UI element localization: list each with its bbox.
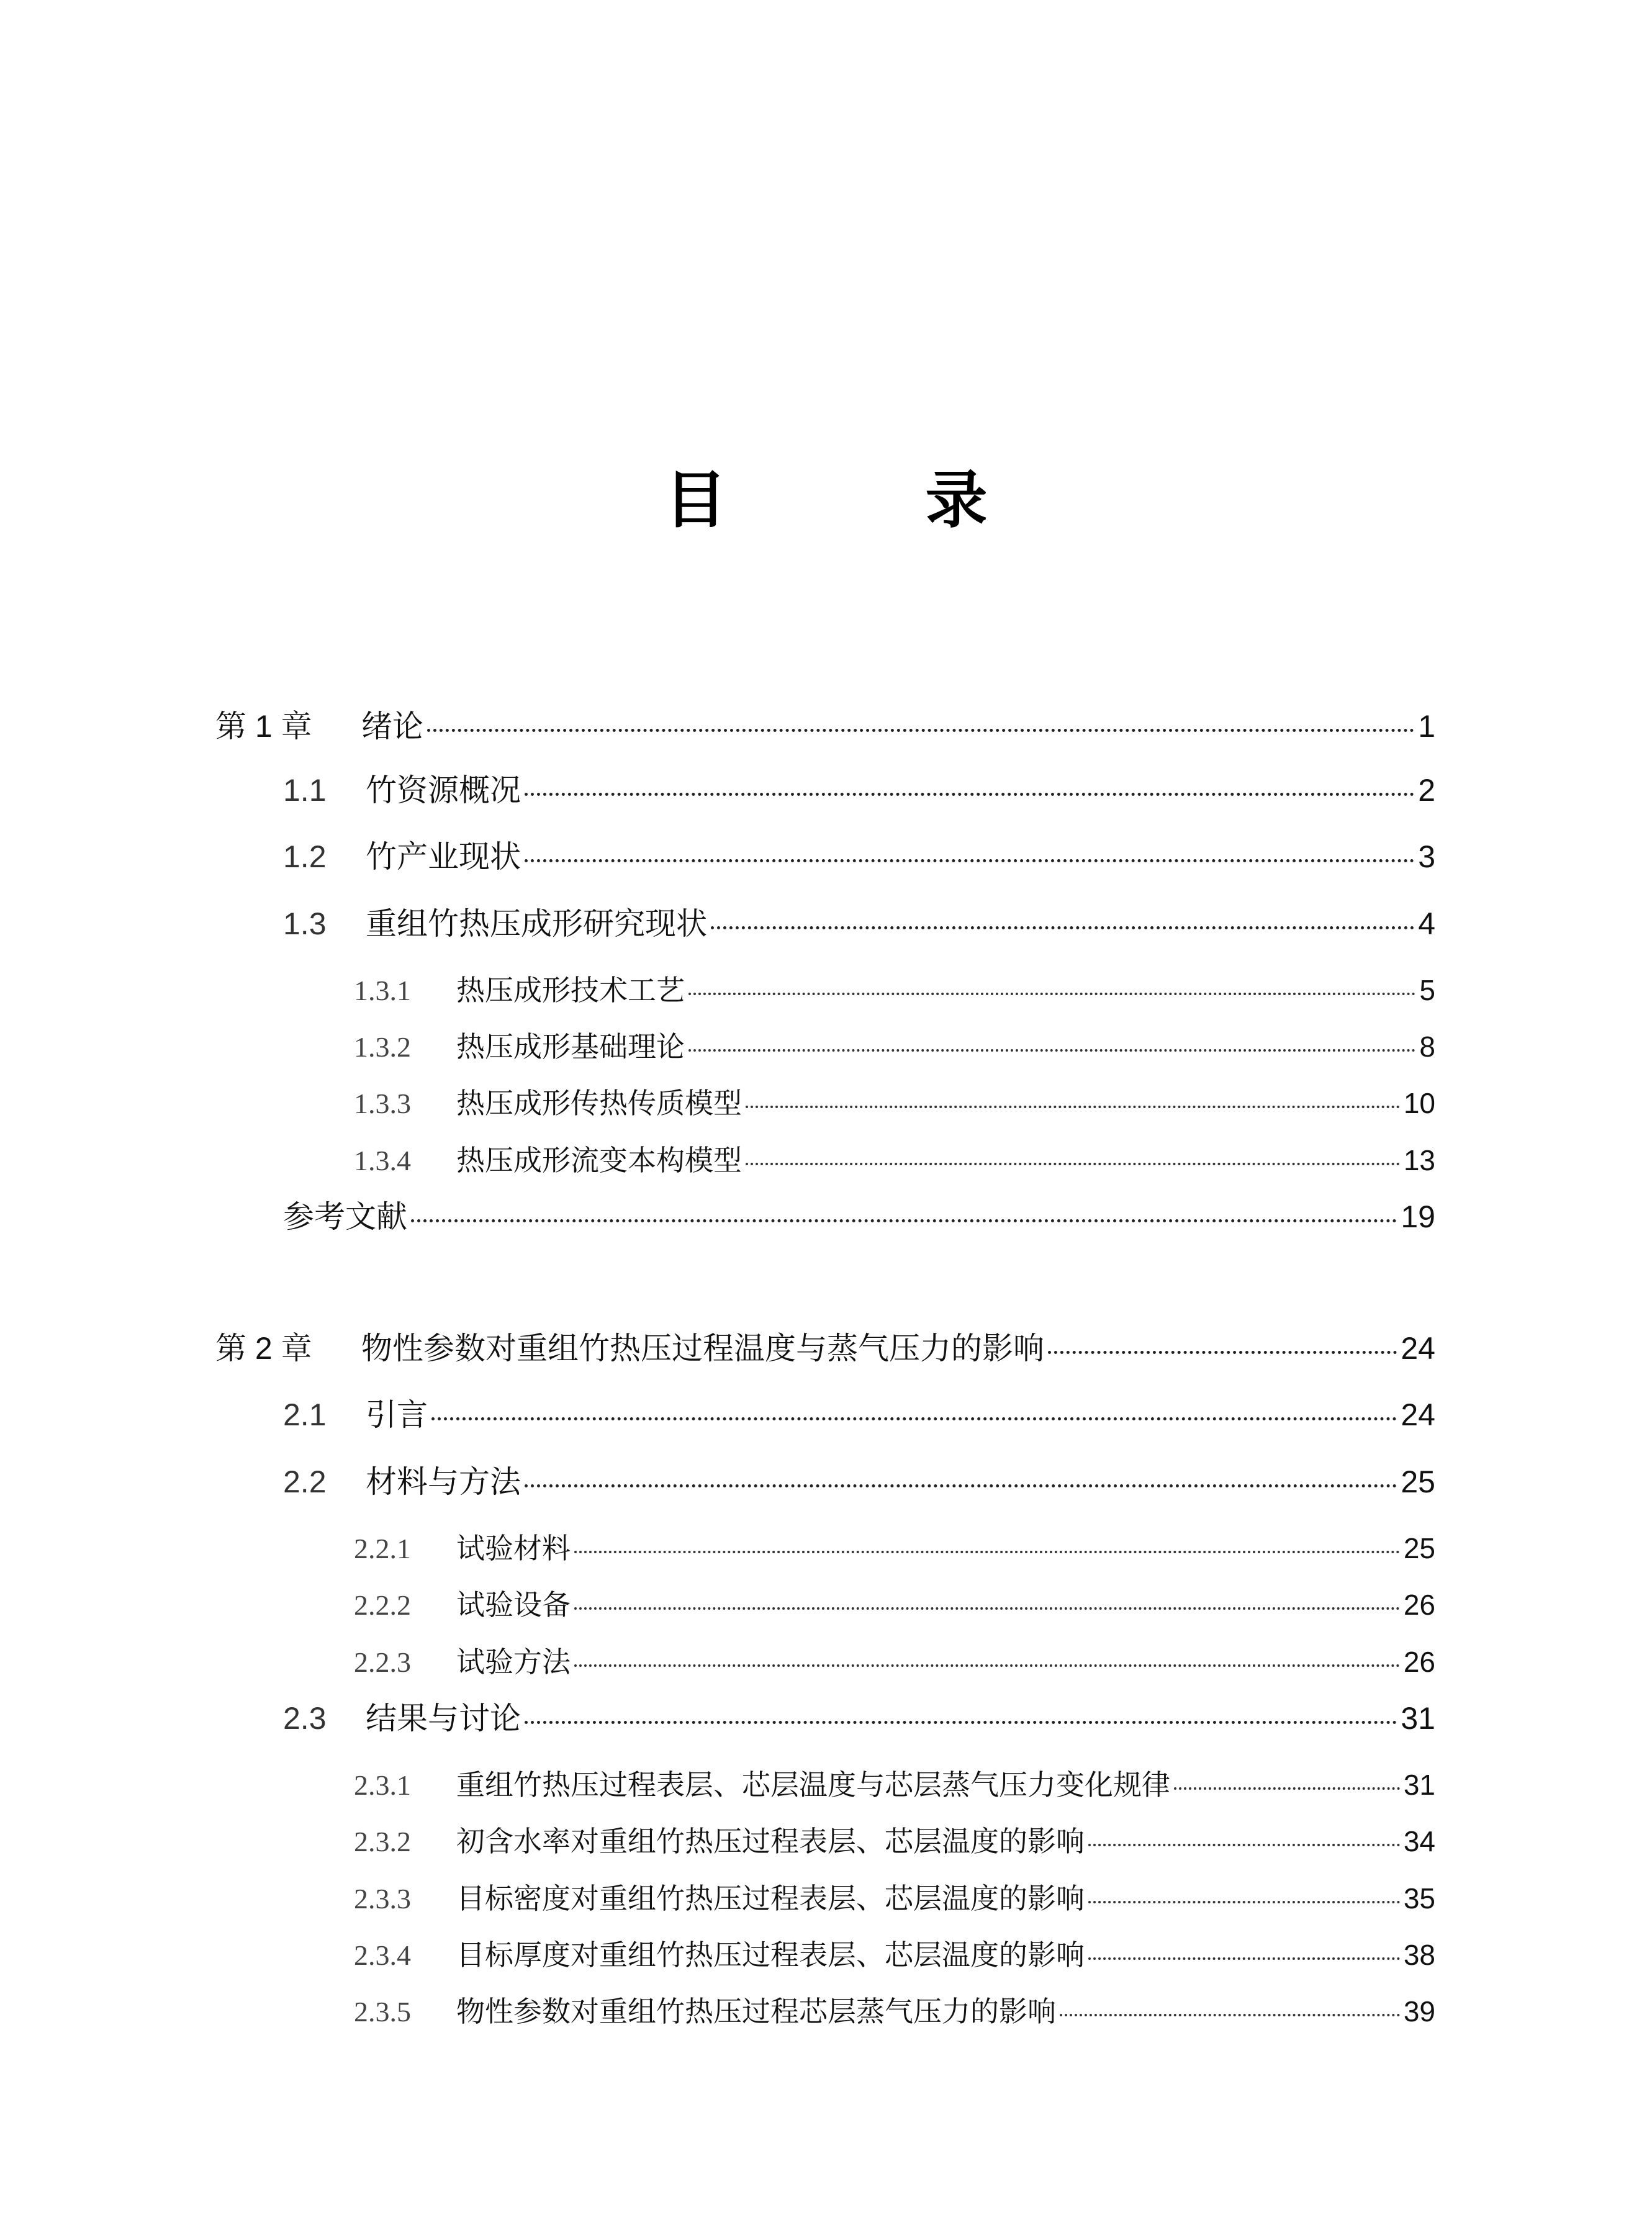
toc-entry[interactable] xyxy=(354,1765,1435,1805)
toc-entry-page: 19 xyxy=(1401,1199,1435,1234)
toc-entry-page: 10 xyxy=(1403,1087,1435,1119)
toc-entry-number: 2.2 xyxy=(283,1464,327,1499)
toc-entry-page: 24 xyxy=(1401,1331,1435,1366)
dot-leader xyxy=(688,993,1415,995)
toc-entry-page: 1 xyxy=(1418,709,1435,744)
toc-entry[interactable] xyxy=(215,1329,1435,1368)
toc-entry[interactable] xyxy=(354,1083,1435,1123)
dot-leader xyxy=(1174,1787,1400,1790)
toc-entry-page: 4 xyxy=(1418,906,1435,941)
toc-entry-title: 引言 xyxy=(366,1397,428,1432)
dot-leader xyxy=(525,859,1414,862)
toc-entry-title: 热压成形技术工艺 xyxy=(456,974,685,1006)
toc-entry-title: 材料与方法 xyxy=(366,1464,521,1499)
toc-entry-number: 2.3.2 xyxy=(354,1826,411,1857)
toc-entry[interactable] xyxy=(283,1395,1435,1435)
toc-entry-page: 13 xyxy=(1403,1144,1435,1176)
toc-entry[interactable] xyxy=(354,1935,1435,1975)
toc-entry-title: 重组竹热压过程表层、芯层温度与芯层蒸气压力变化规律 xyxy=(456,1769,1170,1801)
toc-entry-title: 热压成形基础理论 xyxy=(456,1031,685,1063)
toc-entry-title: 热压成形传热传质模型 xyxy=(456,1087,742,1119)
dot-leader xyxy=(574,1664,1400,1667)
toc-entry-number: 2.1 xyxy=(283,1397,327,1432)
toc-entry-title: 试验方法 xyxy=(456,1646,571,1678)
toc-entry[interactable] xyxy=(354,970,1435,1010)
dot-leader xyxy=(427,729,1414,732)
toc-entry-number: 1.3.2 xyxy=(354,1031,411,1063)
toc-entry-page: 8 xyxy=(1419,1031,1435,1063)
dot-leader xyxy=(574,1607,1400,1610)
toc-entry-title: 热压成形流变本构模型 xyxy=(456,1144,742,1176)
toc-entry-page: 5 xyxy=(1419,974,1435,1006)
toc-entry[interactable] xyxy=(354,1528,1435,1568)
toc-entry-page: 2 xyxy=(1418,773,1435,808)
dot-leader xyxy=(746,1163,1400,1165)
toc-entry-title: 重组竹热压成形研究现状 xyxy=(366,906,707,941)
dot-leader xyxy=(525,793,1414,796)
toc-entry-number: 第 1 章 xyxy=(215,709,312,744)
dot-leader xyxy=(431,1417,1397,1420)
toc-entry-page: 34 xyxy=(1403,1825,1435,1857)
toc-entry-page: 24 xyxy=(1401,1397,1435,1432)
dot-leader xyxy=(1088,1901,1400,1903)
toc-entry-page: 31 xyxy=(1403,1769,1435,1801)
dot-leader xyxy=(688,1049,1415,1052)
toc-entry-number: 2.3.1 xyxy=(354,1769,411,1801)
toc-entry[interactable] xyxy=(283,837,1435,877)
toc-entry-number: 1.3 xyxy=(283,906,327,941)
toc-entry[interactable] xyxy=(283,1698,1435,1738)
toc-entry-page: 25 xyxy=(1401,1464,1435,1499)
toc-entry-page: 26 xyxy=(1403,1646,1435,1678)
toc-entry-title: 目标厚度对重组竹热压过程表层、芯层温度的影响 xyxy=(456,1939,1085,1971)
toc-entry-page: 25 xyxy=(1403,1532,1435,1564)
dot-leader xyxy=(1060,2014,1400,2016)
toc-entry[interactable] xyxy=(215,706,1435,746)
toc-entry-title: 竹资源概况 xyxy=(366,773,521,808)
toc-entry-title: 初含水率对重组竹热压过程表层、芯层温度的影响 xyxy=(456,1825,1085,1857)
toc-entry[interactable] xyxy=(283,1462,1435,1502)
toc-entry[interactable] xyxy=(283,1197,1435,1237)
toc-entry-number: 2.3.4 xyxy=(354,1939,411,1971)
toc-entry-page: 3 xyxy=(1418,839,1435,874)
toc-entry-number: 1.1 xyxy=(283,773,327,808)
toc-entry-page: 39 xyxy=(1403,1995,1435,2028)
toc-entry-title: 物性参数对重组竹热压过程芯层蒸气压力的影响 xyxy=(456,1995,1056,2028)
dot-leader xyxy=(574,1551,1400,1553)
toc-entry-number: 1.3.1 xyxy=(354,975,411,1006)
dot-leader xyxy=(1088,1957,1400,1960)
toc-entry[interactable] xyxy=(283,770,1435,810)
toc-entry[interactable] xyxy=(354,1821,1435,1861)
toc-entry[interactable] xyxy=(354,1642,1435,1682)
toc-entry[interactable] xyxy=(283,904,1435,944)
toc-entry-page: 26 xyxy=(1403,1589,1435,1621)
toc-entry[interactable] xyxy=(354,1879,1435,1918)
toc-entry-title: 物性参数对重组竹热压过程温度与蒸气压力的影响 xyxy=(361,1331,1044,1366)
dot-leader xyxy=(1048,1351,1397,1354)
toc-entry-title: 试验设备 xyxy=(456,1589,571,1621)
toc-entry-number: 1.2 xyxy=(283,839,327,874)
toc-entry[interactable] xyxy=(354,1027,1435,1067)
toc-entry-number: 2.3.3 xyxy=(354,1883,411,1915)
toc-entry-number: 2.3 xyxy=(283,1701,327,1736)
toc-entry-title: 参考文献 xyxy=(283,1199,407,1234)
toc-entry-page: 35 xyxy=(1403,1882,1435,1915)
dot-leader xyxy=(525,1484,1397,1487)
toc-entry-title: 试验材料 xyxy=(456,1532,571,1564)
toc-entry-title: 结果与讨论 xyxy=(366,1701,521,1736)
toc-entry-number: 第 2 章 xyxy=(215,1331,312,1366)
toc-entry-number: 1.3.4 xyxy=(354,1145,411,1176)
dot-leader xyxy=(525,1721,1397,1724)
toc-entry-number: 2.2.2 xyxy=(354,1589,411,1621)
toc-entry[interactable] xyxy=(354,1992,1435,2031)
dot-leader xyxy=(411,1219,1397,1222)
dot-leader xyxy=(711,926,1414,929)
toc-entry-number: 2.2.3 xyxy=(354,1646,411,1678)
toc-entry[interactable] xyxy=(354,1140,1435,1180)
toc-entry-page: 38 xyxy=(1403,1939,1435,1971)
toc-entry-number: 1.3.3 xyxy=(354,1088,411,1119)
toc-entry-title: 竹产业现状 xyxy=(366,839,521,874)
toc-entry-number: 2.2.1 xyxy=(354,1533,411,1564)
dot-leader xyxy=(746,1106,1400,1108)
toc-entry-title: 目标密度对重组竹热压过程表层、芯层温度的影响 xyxy=(456,1882,1085,1915)
page-title: 目 录 xyxy=(664,463,1056,536)
toc-entry-page: 31 xyxy=(1401,1701,1435,1736)
toc-entry-title: 绪论 xyxy=(361,709,423,744)
toc-entry-number: 2.3.5 xyxy=(354,1996,411,2028)
toc-entry[interactable] xyxy=(354,1585,1435,1625)
dot-leader xyxy=(1088,1844,1400,1846)
